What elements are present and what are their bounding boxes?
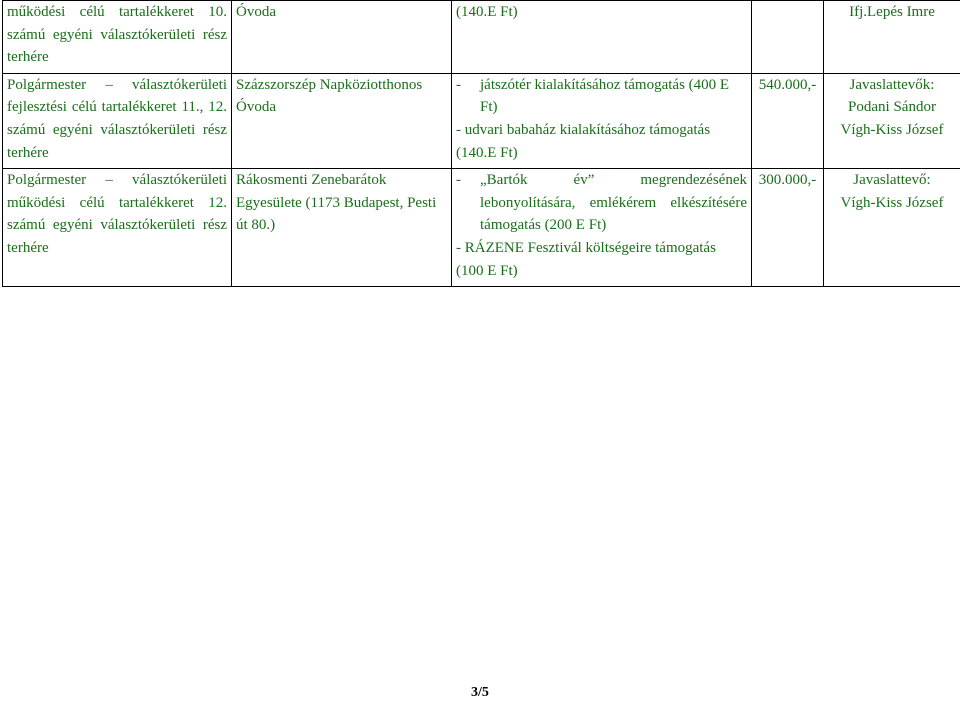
project-cell [452,169,752,287]
table-row [3,1,960,74]
project-line [456,74,747,119]
project-line: - udvari babaház kialakításához támogatás (140.E Ft) [456,121,711,161]
project-line [456,169,747,237]
proposer-name: Ifj.Lepés Imre [849,4,935,20]
proposer-cell [824,169,960,287]
amount-cell: 540.000,- [752,73,824,168]
proposer-name: Podani Sándor [848,99,936,116]
proposer-label: Javaslattevők: [849,76,935,93]
table-row [3,169,960,287]
budget-source-cell: Polgármester – választókerületi fejlesztési célú tartalékkeret 11., 12. számú egyéni választókerületi rész terhére [3,73,232,168]
page-number: 3/5 [471,685,489,700]
bullet-dash: - [456,172,461,189]
grant-table [2,0,960,287]
amount-cell [752,1,824,74]
applicant-cell: Óvoda [232,1,452,74]
project-cell [452,1,752,74]
proposer-cell [824,73,960,168]
proposer-cell [824,1,960,74]
applicant-cell: Százszorszép Napköziotthonos Óvoda [232,73,452,168]
budget-source-cell: Polgármester – választókerületi működési célú tartalékkeret 12. számú egyéni választókerületi rész terhére [3,169,232,287]
proposer-name: Vígh-Kiss József [840,194,944,211]
amount-cell: 300.000,- [752,169,824,287]
budget-source-cell: működési célú tartalékkeret 10. számú egyéni választókerületi rész terhére [3,1,232,74]
project-line: - RÁZENE Fesztivál költségeire támogatás (100 E Ft) [456,239,716,279]
proposer-name: Vígh-Kiss József [840,121,944,138]
proposer-label: Javaslattevő: [853,172,931,189]
applicant-cell: Rákosmenti Zenebarátok Egyesülete (1173 Budapest, Pesti út 80.) [232,169,452,287]
project-cell [452,73,752,168]
project-line: (140.E Ft) [456,4,518,20]
project-text: „Bartók év” megrendezésének lebonyolítására, emlékérem elkészítésére támogatás (200 E Ft) [480,172,747,234]
table-row [3,73,960,168]
bullet-dash: - [456,76,461,93]
project-text: játszótér kialakításához támogatás (400 E Ft) [480,76,730,116]
